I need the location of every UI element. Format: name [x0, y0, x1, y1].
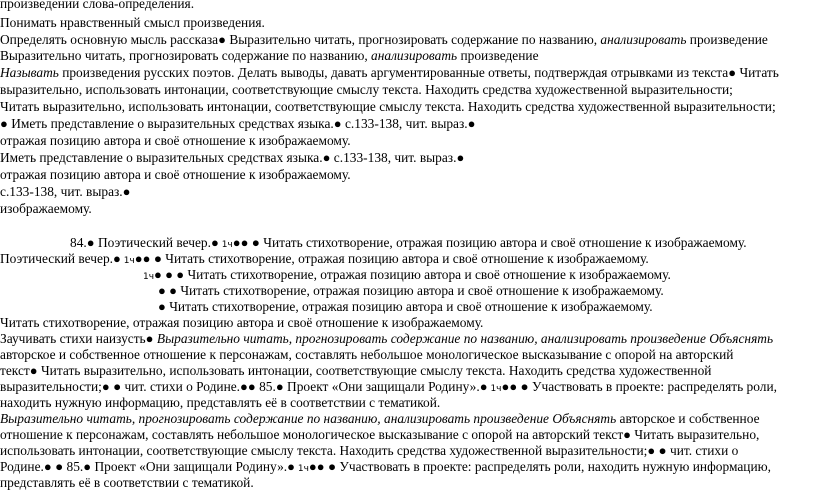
text-line: текст● Читать выразительно, использовать интонации, соответствующие смыслу текста. Находить средства художественной	[0, 363, 712, 378]
text-line: ● Читать стихотворение, отражая позицию автора и своё отношение к изображаемому.	[158, 299, 653, 314]
text-line: отражая позицию автора и своё отношение к изображаемому.	[0, 133, 351, 148]
text-line: ● ● Читать стихотворение, отражая позицию автора и своё отношение к изображаемому.	[158, 283, 664, 298]
text-line: Иметь представление о выразительных средствах языка.● с.133-138, чит. выраз.●	[0, 150, 465, 165]
text-line: Определять основную мысль рассказа● Выразительно читать, прогнозировать содержание по названию, анализировать произведение	[0, 32, 768, 47]
text-line: 84.● Поэтический вечер.● 1ч●● ● Читать стихотворение, отражая позицию автора и своё отношение к изображаемому.	[70, 235, 747, 250]
text-line: выразительно, использовать интонации, соответствующие смыслу текста. Находить средства художественной выразительности;	[0, 82, 733, 97]
text-line: отношение к персонажам, составлять небольшое монологическое высказывание с опорой на авторский текст● Читать выразительно,	[0, 427, 760, 442]
text-line: Выразительно читать, прогнозировать содержание по названию, анализировать произведение Объяснять авторское и собственное	[0, 411, 760, 426]
text-line: Понимать нравственный смысл произведения.	[0, 15, 265, 30]
text-line: ● Иметь представление о выразительных средствах языка.● с.133-138, чит. выраз.●	[0, 116, 476, 131]
text-line: с.133-138, чит. выраз.●	[0, 184, 131, 199]
text-line: Выразительно читать, прогнозировать содержание по названию, анализировать произведение	[0, 48, 539, 63]
text-line: Поэтический вечер.● 1ч●● ● Читать стихотворение, отражая позицию автора и своё отношение к изображаемому.	[0, 251, 649, 266]
text-line: произведении слова-определения.	[0, 0, 195, 11]
text-line: использовать интонации, соответствующие смыслу текста. Находить средства художественной выразительности;● ● чит. стихи о	[0, 443, 739, 458]
text-line: выразительности;● ● чит. стихи о Родине.●● 85.● Проект «Они защищали Родину».● 1ч●● ● Участвовать в проекте: распределять роли,	[0, 379, 777, 394]
text-line: Называть произведения русских поэтов. Делать выводы, давать аргументированные ответы, подтверждая отрывками из текста● Читать	[0, 65, 779, 80]
text-line: Родине.● ● 85.● Проект «Они защищали Родину».● 1ч●● ● Участвовать в проекте: распределять роли, находить нужную информацию,	[0, 459, 771, 474]
text-line: авторское и собственное отношение к персонажам, составлять небольшое монологическое высказывание с опорой на авторский	[0, 347, 734, 362]
text-line: изображаемому.	[0, 201, 92, 216]
text-line: 1ч● ● ● Читать стихотворение, отражая позицию автора и своё отношение к изображаемому.	[143, 267, 671, 282]
text-line: Читать стихотворение, отражая позицию автора и своё отношение к изображаемому.	[0, 315, 484, 330]
text-line: Читать выразительно, использовать интонации, соответствующие смыслу текста. Находить средства художественной выразительности;	[0, 99, 776, 114]
text-line: Заучивать стихи наизусть● Выразительно читать, прогнозировать содержание по названию, анализировать произведение Объяснять	[0, 331, 774, 346]
text-line: представлять её в соответствии с тематикой.	[0, 475, 254, 490]
text-line: находить нужную информацию, представлять её в соответствии с тематикой.	[0, 395, 441, 410]
text-line: отражая позицию автора и своё отношение к изображаемому.	[0, 167, 351, 182]
